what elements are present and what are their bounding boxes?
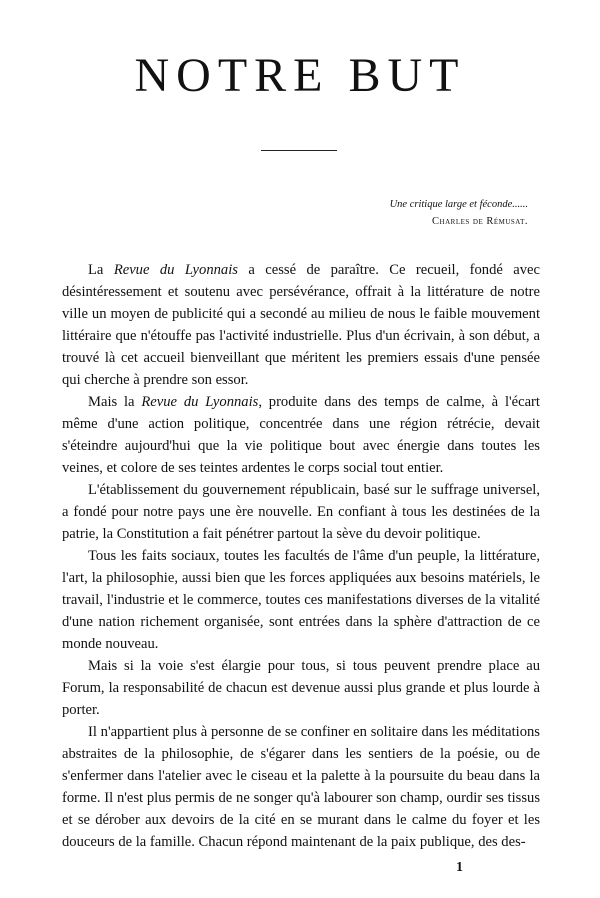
text-run: , produite dans des temps de calme, à l'écart même d'une action politique, concentrée dans une région rétrécie, devait s'éteindre aujourd'hui que la vie politique bout avec énergie dans toutes les veines, et colore de ses teintes ardentes le corps social tout entier.: [62, 394, 540, 476]
paragraph: [62, 479, 540, 545]
page-title: NOTRE BUT: [134, 49, 466, 102]
epigraph-author: Charles de Rémusat.: [432, 216, 528, 227]
title-divider: [261, 150, 337, 151]
paragraph: [62, 721, 540, 853]
text-run: Tous les faits sociaux, toutes les facultés de l'âme d'un peuple, la littérature, l'art, la philosophie, aussi bien que les forces appliquées aux besoins matériels, le travail, l'industrie et le commerce, toutes ces manifestations diverses de la vitalité d'une nation richement organisée, sont entrées dans la sphère d'attraction de ce monde nouveau.: [62, 548, 540, 652]
italic-title-run: Revue du Lyonnais: [141, 394, 259, 410]
paragraph: [62, 655, 540, 721]
epigraph-quote: Une critique large et féconde......: [389, 199, 528, 210]
text-run: Mais la: [88, 394, 142, 410]
paragraph: [62, 259, 540, 391]
paragraph: [62, 545, 540, 655]
page-number: 1: [456, 860, 463, 875]
text-run: Il n'appartient plus à personne de se confiner en solitaire dans les méditations abstraites de la philosophie, de s'égarer dans les sentiers de la poésie, ou de s'enfermer dans l'atelier avec le ciseau et la palette à la poursuite du beau dans la forme. Il n'est plus permis de ne songer qu'à labourer son champ, ourdir ses tissus et se dérober aux devoirs de la cité en se murant dans le calme du foyer et les douceurs de la famille. Chacun répond maintenant de la paix publique, des des-: [62, 724, 540, 850]
paragraph: [62, 391, 540, 479]
text-run: Mais si la voie s'est élargie pour tous, si tous peuvent prendre place au Forum, la responsabilité de chacun est devenue aussi plus grande et plus lourde à porter.: [62, 658, 540, 718]
text-run: L'établissement du gouvernement républicain, basé sur le suffrage universel, a fondé pour notre pays une ère nouvelle. En confiant à tous les destinées de la patrie, la Constitution a fait pénétrer partout la sève du devoir politique.: [62, 482, 540, 542]
epigraph: [390, 196, 528, 230]
body-text: [62, 259, 540, 853]
text-run: La: [88, 262, 114, 278]
italic-title-run: Revue du Lyonnais: [113, 262, 238, 278]
text-run: a cessé de paraître. Ce recueil, fondé avec désintéressement et soutenu avec persévérance, offrait à la littérature de notre ville un moyen de publicité qui a secondé au milieu de nous le faible mouvement littéraire que n'étouffe pas l'activité industrielle. Plus d'un écrivain, à son début, a trouvé là cet accueil bienveillant que méritent les premiers essais d'une pensée qui cherche à prendre son essor.: [62, 262, 540, 388]
